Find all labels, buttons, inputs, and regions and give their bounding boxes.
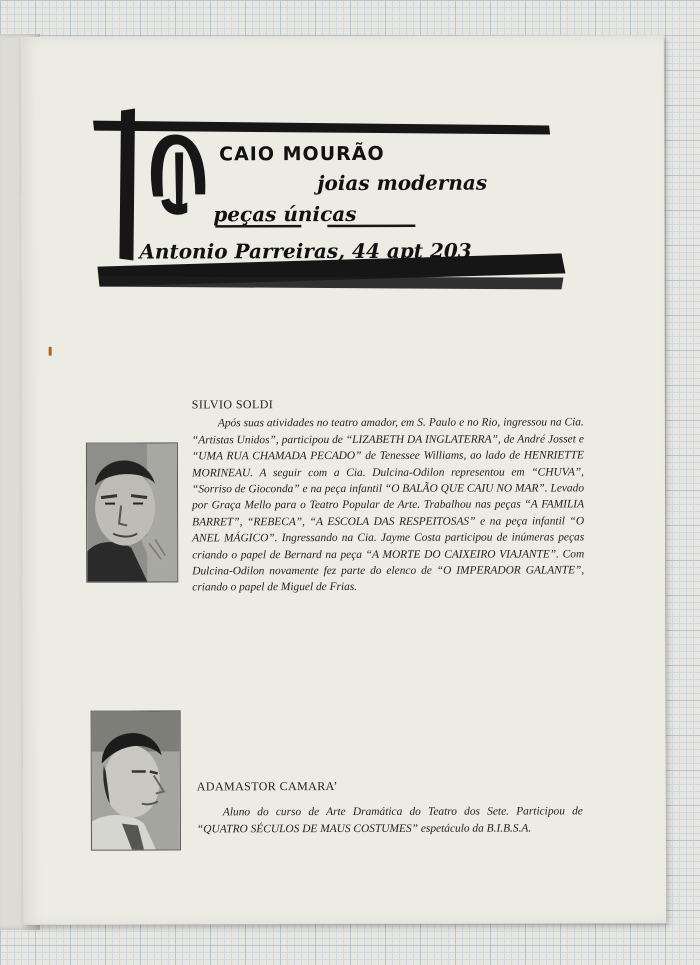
bio-adamastor-camara — [197, 777, 583, 837]
ad-address-line: Antonio Parreiras, 44 apt 203 — [139, 238, 472, 264]
stylized-m-monogram-icon — [151, 134, 206, 214]
ad-name-line: CAIO MOURÃO — [219, 142, 385, 166]
actor-name: ADAMASTOR CAMARA’ — [196, 779, 338, 794]
program-page — [21, 35, 666, 925]
adamastor-camara-photo — [91, 710, 181, 850]
caio-mourao-advertisement — [91, 99, 582, 310]
ad-tagline-line: joias modernas — [317, 170, 488, 196]
staple-mark — [49, 347, 52, 356]
ad-unique-pieces-line: peças únicas — [213, 201, 357, 227]
actor-biography: Após suas atividades no teatro amador, em S. Paulo e no Rio, ingressou na Cia. “Artistas Unidos”, participou de “LIZABETH DA INGLATERRA”, de André Josset e “UMA RUA CHAMADA PECADO” de Tenessee Williams, ao lado de HENRIETTE MORINEAU. A seguir com a Cia. Dulcina-Odilon representou em “CHUVA”, “Sorriso de Gioconda” e na peça infantil “O BALÃO QUE CAIU NO MAR”. Levado por Graça Mello para o Teatro Popular de Arte. Trabalhou nas peças “A FAMILIA BARRET”, “REBECA”, “A ESCOLA DAS RESPEITOSAS” e na peça infantil “O ANEL MÁGICO”. Ingressando na Cia. Jayme Costa participou de inúmeras peças criando o papel de Bernard na peça “A MORTE DO CAIXEIRO VIAJANTE”. Com Dulcina-Odilon novamente fez parte do elenco de “O IMPERADOR GALANTE”, criando o papel de Miguel de Frias. — [191, 416, 585, 594]
bio-silvio-soldi — [192, 395, 585, 596]
actor-name: SILVIO SOLDI — [191, 397, 274, 412]
silvio-soldi-photo — [86, 442, 178, 582]
actor-biography: Aluno do curso de Arte Dramática do Teatro dos Sete. Participou de “QUATRO SÉCULOS DE MAUS COSTUMES” espetáculo da B.I.B.S.A. — [196, 805, 583, 836]
